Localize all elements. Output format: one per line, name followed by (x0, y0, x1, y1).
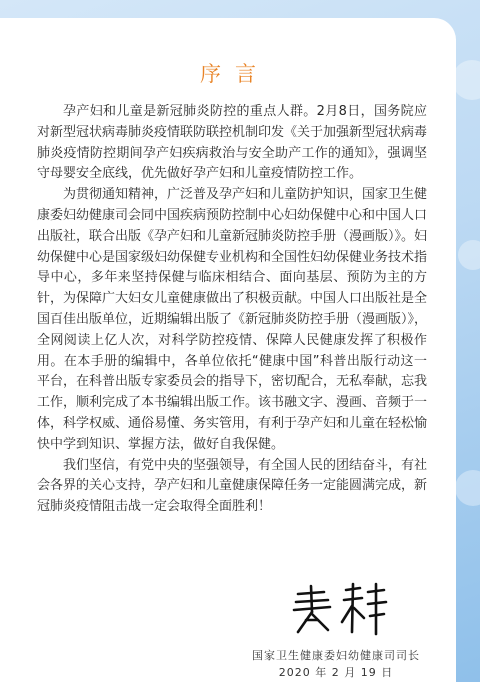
preface-page (0, 18, 456, 682)
page-title: 序言 (200, 62, 270, 86)
paragraph: 为贯彻通知精神，广泛普及孕产妇和儿童防护知识，国家卫生健康委妇幼健康司会同中国疾病预防控制中心妇幼保健中心和中国人口出版社，联合出版《孕产妇和儿童新冠肺炎防控手册（漫画版）》。妇幼保健中心是国家级妇幼保健专业机构和全国性妇幼保健业务技术指导中心，多年来坚持保健与临床相结合、面向基层、预防为主的方针，为保障广大妇女儿童健康做出了积极贡献。中国人口出版社是全国百佳出版单位，近期编辑出版了《新冠肺炎防控手册（漫画版）》，全网阅读上亿人次，对科学防控疫情、保障人民健康发挥了积极作用。在本手册的编辑中，各单位依托“健康中国”科普出版行动这一平台，在科普出版专家委员会的指导下，密切配合，无私奉献，忘我工作，顺利完成了本书编辑出版工作。该书融文字、漫画、音频于一体，科学权威、通俗易懂、务实管用，有利于孕产妇和儿童在轻松愉快中学到知识、掌握方法，做好自我保健。 (37, 187, 428, 452)
signature-organization: 国家卫生健康委妇幼健康司司长 (252, 649, 420, 662)
signature-date: 2020 年 2 月 19 日 (278, 666, 394, 679)
background-bubble (455, 470, 480, 506)
paragraph: 孕产妇和儿童是新冠肺炎防控的重点人群。2月8日，国务院应对新型冠状病毒肺炎疫情联防联控机制印发《关于加强新型冠状病毒肺炎疫情防控期间孕产妇疾病救治与安全助产工作的通知》，强调坚守母婴安全底线，优先做好孕产妇和儿童疫情防控工作。 (37, 104, 428, 182)
paragraph: 我们坚信，有党中央的坚强领导，有全国人民的团结奋斗，有社会各界的关心支持，孕产妇和儿童健康保障任务一定能圆满完成，新冠肺炎疫情阻击战一定会取得全面胜利！ (37, 457, 428, 515)
handwritten-signature (290, 580, 390, 638)
preface-body (37, 102, 427, 518)
background-bubble (452, 60, 480, 100)
background-bubble (458, 240, 480, 270)
